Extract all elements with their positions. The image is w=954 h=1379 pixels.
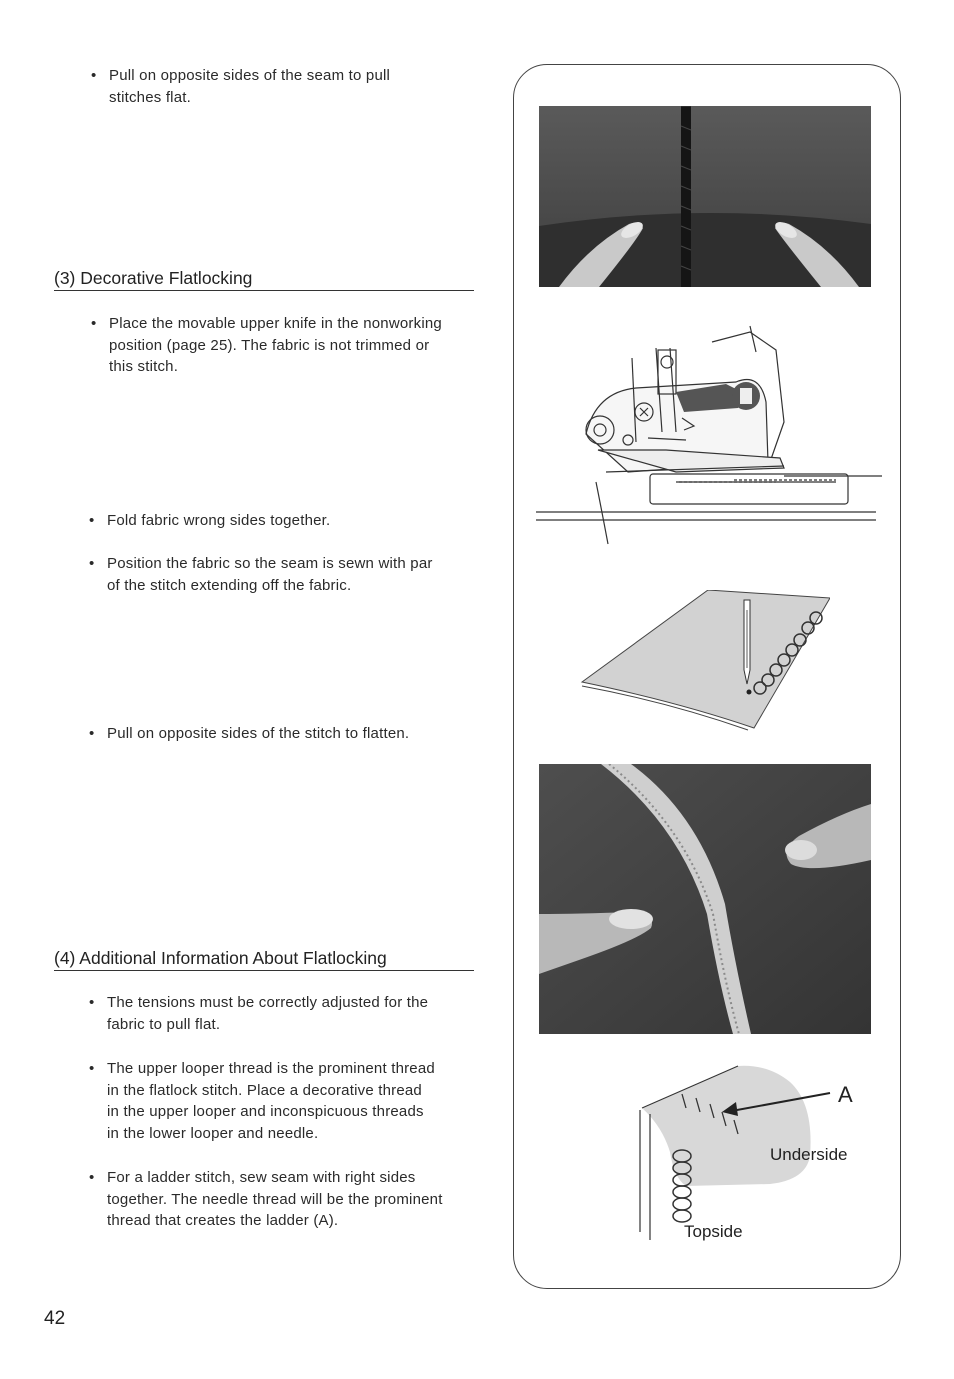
label-underside: Underside	[770, 1145, 848, 1164]
bullet-line: position (page 25). The fabric is not trimmed or	[109, 336, 430, 354]
photo-flattened-stitch	[539, 764, 871, 1034]
heading-additional-information: (4) Additional Information About Flatlocking	[54, 948, 474, 971]
bullet-tensions	[89, 992, 429, 1035]
label-topside: Topside	[684, 1222, 743, 1241]
bullet-pull-seam-flat	[91, 65, 391, 108]
photo-pull-seam	[539, 106, 871, 287]
bullet-line: Fold fabric wrong sides together.	[107, 512, 331, 529]
bullet-knife-position	[91, 313, 442, 378]
bullet-dot: •	[89, 1060, 95, 1077]
bullet-dot: •	[91, 315, 97, 332]
bullet-line: in the lower looper and needle.	[107, 1124, 319, 1142]
bullet-line: Pull on opposite sides of the seam to pull	[109, 67, 391, 84]
bullet-dot: •	[89, 1169, 95, 1186]
bullet-line: thread that creates the ladder (A).	[107, 1212, 339, 1229]
bullet-fold-fabric	[89, 510, 331, 532]
bullet-line: Pull on opposite sides of the stitch to flatten.	[107, 725, 410, 742]
bullet-ladder-stitch	[89, 1167, 443, 1232]
bullet-line: in the upper looper and inconspicuous threads	[107, 1103, 424, 1120]
bullet-line: fabric to pull flat.	[107, 1015, 221, 1033]
page-number: 42	[44, 1308, 66, 1329]
bullet-upper-looper	[89, 1058, 435, 1144]
bullet-line: For a ladder stitch, sew seam with right sides	[107, 1169, 416, 1186]
bullet-dot: •	[89, 725, 95, 742]
illustration-folded-fabric-needle	[578, 590, 830, 732]
illustration-serger-knife	[536, 322, 884, 554]
bullet-pull-stitch-flatten	[89, 723, 410, 745]
bullet-dot: •	[89, 512, 95, 529]
label-a: A	[838, 1082, 853, 1107]
bullet-line: stitches flat.	[109, 88, 191, 106]
illustration-ladder-stitch	[630, 1060, 870, 1250]
bullet-line: of the stitch extending off the fabric.	[107, 576, 352, 594]
bullet-line: Position the fabric so the seam is sewn with par	[107, 555, 433, 572]
bullet-line: Place the movable upper knife in the nonworking	[109, 315, 442, 332]
bullet-dot: •	[91, 67, 97, 84]
bullet-position-fabric	[89, 553, 433, 596]
bullet-dot: •	[89, 994, 95, 1011]
bullet-dot: •	[89, 555, 95, 572]
bullet-line: together. The needle thread will be the prominent	[107, 1190, 443, 1208]
bullet-line: this stitch.	[109, 358, 179, 375]
bullet-line: The upper looper thread is the prominent thread	[107, 1060, 435, 1077]
bullet-line: in the flatlock stitch. Place a decorative thread	[107, 1081, 422, 1099]
bullet-line: The tensions must be correctly adjusted for the	[107, 994, 429, 1011]
heading-decorative-flatlocking: (3) Decorative Flatlocking	[54, 268, 474, 291]
